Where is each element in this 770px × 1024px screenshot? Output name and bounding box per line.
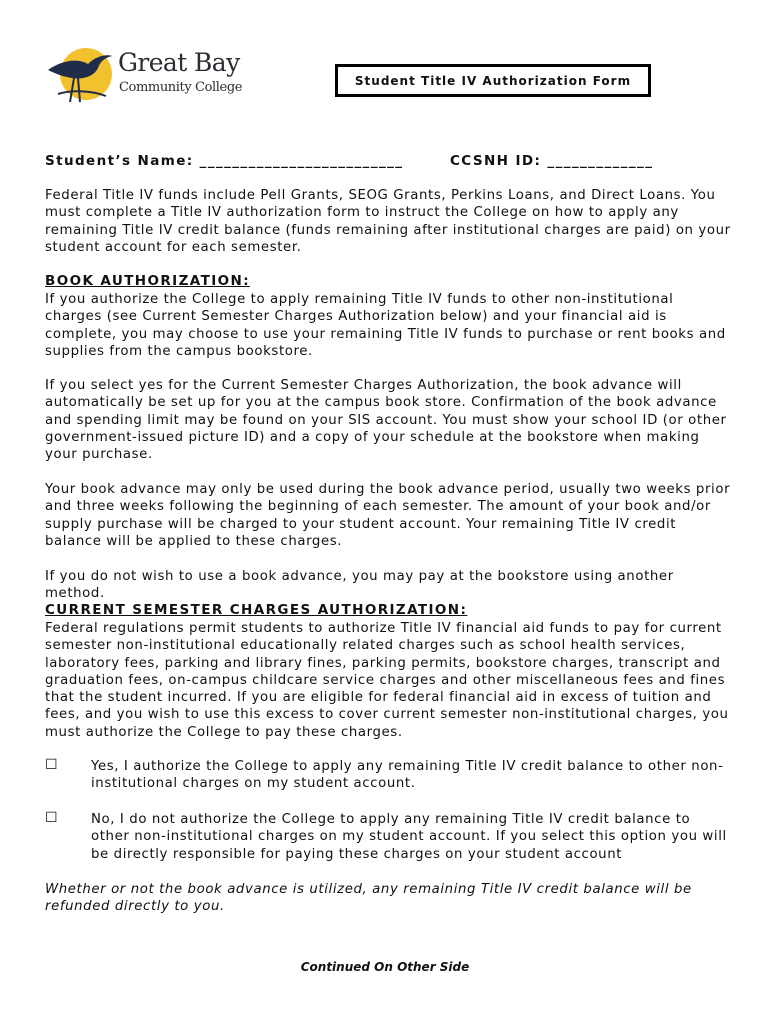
heron-logo-icon: [44, 44, 118, 106]
logo-line-2: Community College: [119, 80, 243, 95]
form-title: Student Title IV Authorization Form: [335, 64, 651, 97]
current-semester-heading: CURRENT SEMESTER CHARGES AUTHORIZATION:: [45, 602, 468, 618]
book-authorization-heading: BOOK AUTHORIZATION:: [45, 273, 250, 289]
book-auth-paragraph-3: Your book advance may only be used during the book advance period, usually two weeks prior and three weeks following the beginning of each semester. The amount of your book and/or supply purchase will be charged to your student account. Your remaining Title IV credit balance will be applied to these charges.: [45, 482, 731, 549]
college-logo: [44, 44, 244, 104]
intro-paragraph: Federal Title IV funds include Pell Grants, SEOG Grants, Perkins Loans, and Direct Loans. You must complete a Title IV authorization form to instruct the College on how to apply any remaining Title IV credit balance (funds remaining after institutional charges are paid) on your student account for each semester.: [45, 188, 731, 255]
continued-footer: Continued On Other Side: [300, 960, 470, 974]
logo-line-1: Great Bay: [118, 48, 240, 77]
book-auth-paragraph-4: If you do not wish to use a book advance, you may pay at the bookstore using another method.: [45, 569, 674, 602]
ccsnh-id-field[interactable]: CCSNH ID: _____________: [450, 153, 654, 169]
student-name-field[interactable]: Student’s Name: _________________________: [45, 153, 404, 169]
yes-checkbox[interactable]: ☐: [45, 757, 58, 773]
book-auth-paragraph-2: If you select yes for the Current Semester Charges Authorization, the book advance will automatically be set up for you at the campus book store. Confirmation of the book advance and spending limit may be found on your SIS account. You must show your school ID (or other government-issued picture ID) and a copy of your schedule at the bookstore when making your purchase.: [45, 378, 727, 463]
book-auth-paragraph-1: If you authorize the College to apply remaining Title IV funds to other non-institutional charges (see Current Semester Charges Authorization below) and your financial aid is complete, you may choose to use your remaining Title IV funds to purchase or rent books and supplies from the campus bookstore.: [45, 292, 726, 359]
refund-note: Whether or not the book advance is utilized, any remaining Title IV credit balance will be refunded directly to you.: [45, 882, 692, 915]
no-option-text: No, I do not authorize the College to apply any remaining Title IV credit balance to other non-institutional charges on my student account. If you select this option you will be directly responsible for paying these charges on your student account: [91, 812, 727, 862]
current-semester-paragraph: Federal regulations permit students to authorize Title IV financial aid funds to pay for current semester non-institutional educationally related charges such as school health services, laboratory fees, parking and library fines, parking permits, bookstore charges, transcript and graduation fees, on-campus childcare service charges and other miscellaneous fees and fines that the student incurred. If you are eligible for federal financial aid in excess of tuition and fees, and you wish to use this excess to cover current semester non-institutional charges, you must authorize the College to pay these charges.: [45, 621, 729, 740]
no-checkbox[interactable]: ☐: [45, 810, 58, 826]
yes-option-text: Yes, I authorize the College to apply any remaining Title IV credit balance to other non-institutional charges on my student account.: [91, 759, 724, 792]
